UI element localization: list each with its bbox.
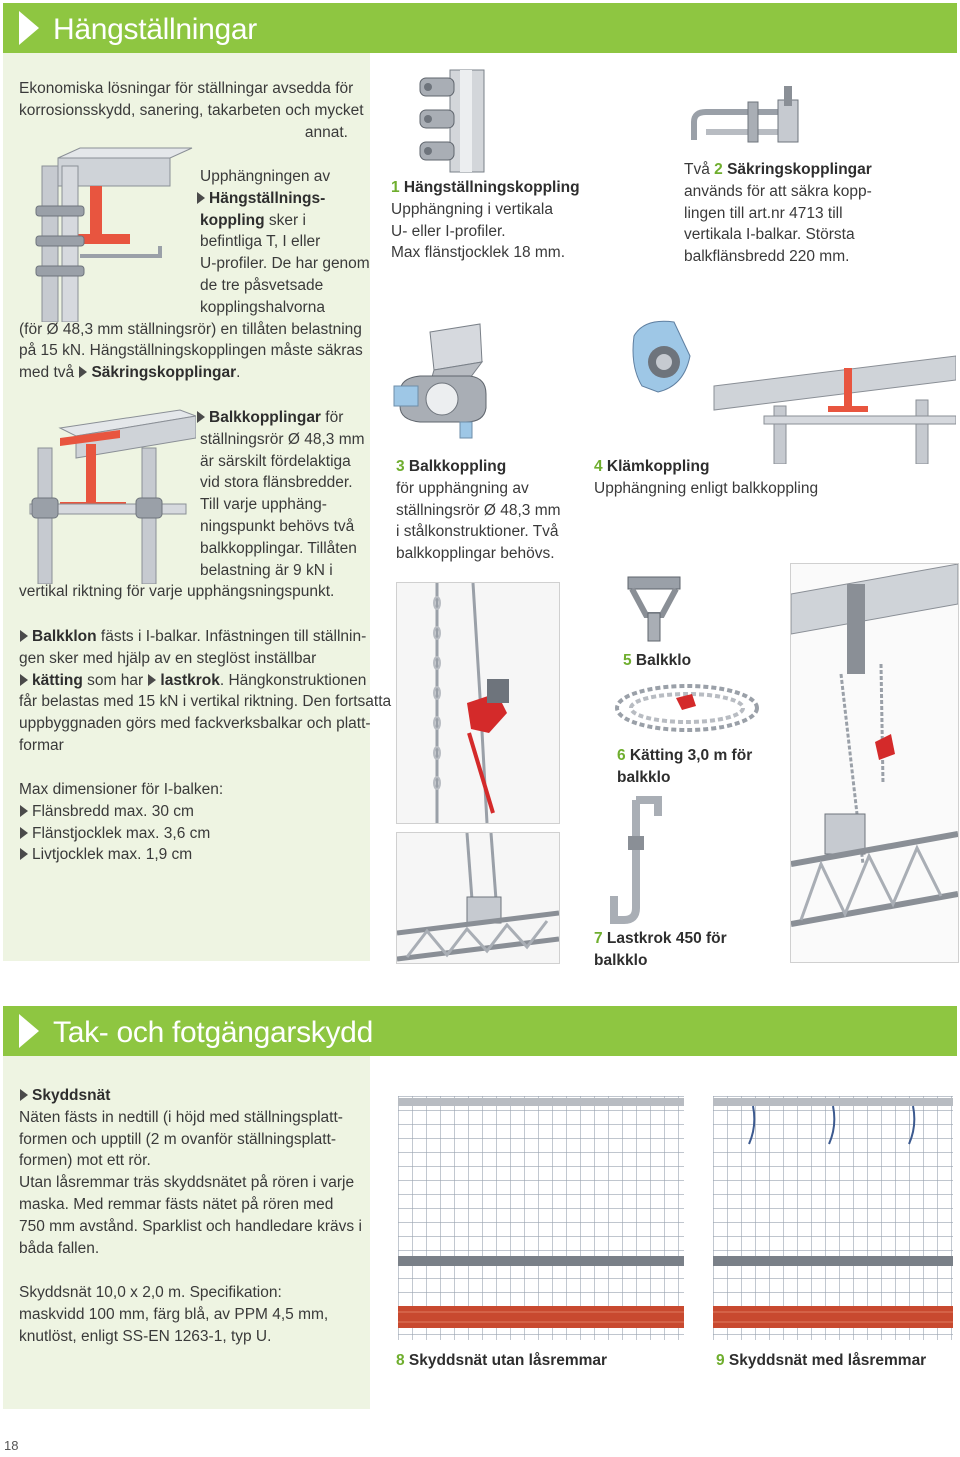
product-image-load-hook xyxy=(608,796,664,924)
intro-text: Ekonomiska lösningar för ställningar avsedda för korrosionsskydd, sanering, takarbeten och mycket annat. xyxy=(19,80,364,141)
dimension-item: Flänstjocklek max. 3,6 cm xyxy=(32,824,211,842)
dimension-item: Flänsbredd max. 30 cm xyxy=(32,802,194,820)
caption-3: 3 Balkkoppling för upphängning av ställningsrör Ø 48,3 mm i stålkonstruktioner. Två balkkopplingar behövs. xyxy=(396,458,561,563)
link-balkklon[interactable]: Balkklon xyxy=(32,628,97,645)
triangle-bullet-icon xyxy=(20,848,28,860)
triangle-bullet-icon xyxy=(20,827,28,839)
net-specification: Skyddsnät 10,0 x 2,0 m. Specifikation: maskvidd 100 mm, färg blå, av PPM 4,5 mm, knutlöst, enligt SS-EN 1263-1, typ U. xyxy=(19,1284,329,1345)
triangle-bullet-icon xyxy=(20,630,28,642)
link-katting[interactable]: kätting xyxy=(32,671,83,689)
link-sakringskopplingar[interactable]: Säkringskopplingar xyxy=(91,364,237,382)
section-header-bar-2 xyxy=(3,1006,957,1056)
caption-5: 5 Balkklo xyxy=(623,652,692,669)
paragraph-safety-net: Skyddsnät Näten fästs in nedtill (i höjd med ställningsplatt- formen och upptill (2 m ovanför ställningsplatt- formen) mot ett rör. Utan låsremmar träs skyddsnätet på rören i varje maska. Med remmar fästs nätet på rören med 750 mm avstånd. Sparklist och handledare krävs i båda fallen. xyxy=(19,1087,362,1257)
link-skyddsnat[interactable]: Skyddsnät xyxy=(32,1087,111,1104)
triangle-bullet-icon xyxy=(148,674,156,686)
product-image-safety-coupling xyxy=(684,82,814,152)
product-image-beam-coupling xyxy=(390,322,510,442)
link-hangstallningskoppling[interactable]: Hängställnings- xyxy=(209,189,326,207)
caption-8: 8 Skyddsnät utan låsremmar xyxy=(396,1352,608,1369)
paragraph-hanging-coupling: Upphängningen av Hängställnings- koppling sker i befintliga T, I eller U-profiler. De har genom de tre påsvetsade kopplingshalvorna (för Ø 48,3 mm ställningsrör) en tillåten belastning på 15 kN. Hängställningskopplingen måste säkras med två Säkringskopplingar. xyxy=(19,168,370,382)
triangle-bullet-icon xyxy=(19,1014,39,1048)
truss-suspension-image xyxy=(396,832,560,964)
product-image-hanging-coupling xyxy=(410,66,505,176)
product-image-beam-clamp xyxy=(626,575,682,645)
safety-net-with-straps-image xyxy=(713,1096,953,1340)
triangle-bullet-icon xyxy=(20,674,28,686)
product-image-clamp-coupling xyxy=(594,316,956,464)
section-title-2: Tak- och fotgängarskydd xyxy=(53,1016,373,1049)
product-image-chain xyxy=(612,680,762,736)
caption-6: 6 Kätting 3,0 m för balkklo xyxy=(617,747,753,786)
caption-2: Två 2 Säkringskopplingar används för att säkra kopp- lingen till art.nr 4713 till vertikala I-balkar. Största balkflänsbredd 220 mm. xyxy=(684,161,872,266)
paragraph-beam-couplings: Balkkopplingar för ställningsrör Ø 48,3 mm är särskilt fördelaktiga vid stora flänsbredder. Till varje upphäng- ningspunkt behövs två balkkopplingar. Tillåten belastning är 9 kN i vertikal riktning för varje upphängsningspunkt. xyxy=(19,409,365,601)
beam-clamp-suspension-image xyxy=(790,563,959,963)
caption-9: 9 Skyddsnät med låsremmar xyxy=(716,1352,927,1369)
triangle-bullet-icon xyxy=(79,366,87,378)
paragraph-beam-clamp: Balkklon fästs i I-balkar. Infästningen till ställnin- gen sker med hjälp av en steglöst inställbar kätting som har lastkrok. Hängkonstruktionen får belastas med 15 kN i vertikal riktning. Den fortsatta uppbyggnaden görs med fackverksbalkar och platt- formar xyxy=(19,628,392,754)
max-dimensions-list: Max dimensioner för I-balken: Flänsbredd max. 30 cm Flänstjocklek max. 3,6 cm Livtjocklek max. 1,9 cm xyxy=(19,781,224,864)
triangle-bullet-icon xyxy=(20,1089,28,1101)
caption-4: 4 Klämkoppling Upphängning enligt balkkoppling xyxy=(594,458,819,497)
triangle-bullet-icon xyxy=(197,192,205,204)
page-number: 18 xyxy=(4,1438,19,1453)
chain-hoist-image xyxy=(396,582,560,824)
caption-1: 1 Hängställningskoppling Upphängning i vertikala U- eller I-profiler. Max flänstjocklek 18 mm. xyxy=(391,179,580,262)
caption-7: 7 Lastkrok 450 för balkklo xyxy=(594,930,727,969)
triangle-bullet-icon xyxy=(19,11,39,45)
section-title: Hängställningar xyxy=(53,13,257,46)
triangle-bullet-icon xyxy=(20,805,28,817)
dimension-item: Livtjocklek max. 1,9 cm xyxy=(32,846,193,864)
link-lastkrok[interactable]: lastkrok xyxy=(160,671,220,689)
triangle-bullet-icon xyxy=(197,411,205,423)
section-header-bar xyxy=(3,3,957,53)
link-balkkopplingar[interactable]: Balkkopplingar xyxy=(209,409,321,426)
safety-net-without-straps-image xyxy=(398,1096,684,1340)
